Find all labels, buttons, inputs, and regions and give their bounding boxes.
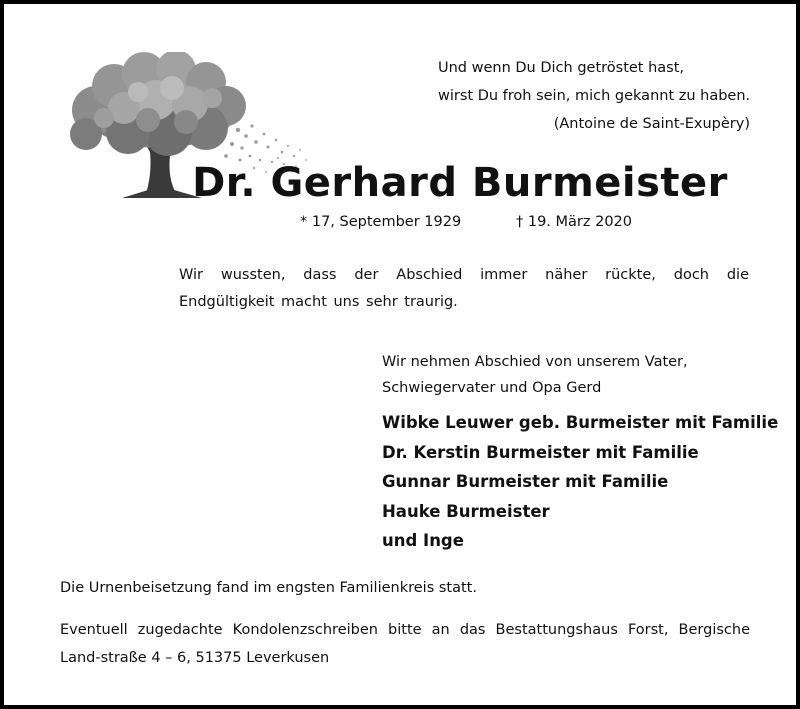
quote-author: (Antoine de Saint-Exupèry): [553, 116, 750, 132]
quote-block: [438, 54, 750, 138]
deceased-name: Dr. Gerhard Burmeister: [192, 160, 728, 206]
tree-foliage: [70, 52, 246, 156]
farewell-text: [382, 349, 752, 401]
quote-line-1: Und wenn Du Dich getröstet hast,: [438, 60, 685, 76]
mourner-item: Dr. Kerstin Burmeister mit Familie: [382, 442, 699, 462]
farewell-line-2: Schwiegervater und Opa Gerd: [382, 380, 602, 396]
mourner-item: Gunnar Burmeister mit Familie: [382, 472, 669, 491]
burial-note: Die Urnenbeisetzung fand im engsten Familienkreis statt.: [60, 580, 477, 596]
mourner-item: Hauke Burmeister: [382, 501, 550, 521]
mourner-item: Wibke Leuwer geb. Burmeister mit Familie: [382, 413, 779, 432]
mourners-list: [382, 408, 782, 556]
mourner-item: und Inge: [382, 531, 464, 550]
farewell-line-1: Wir nehmen Abschied von unserem Vater,: [382, 354, 688, 370]
quote-line-2: wirst Du froh sein, mich gekannt zu haben.: [438, 88, 751, 104]
birth-date: * 17, September 1929: [300, 214, 462, 230]
intro-text: Wir wussten, dass der Abschied immer näher rückte, doch die Endgültigkeit macht uns sehr traurig.: [179, 267, 749, 310]
death-date: † 19. März 2020: [516, 214, 633, 230]
condolence-note: Eventuell zugedachte Kondolenzschreiben bitte an das Bestattungshaus Forst, Bergische Land-straße 4 – 6, 51375 Leverkusen: [60, 622, 750, 666]
